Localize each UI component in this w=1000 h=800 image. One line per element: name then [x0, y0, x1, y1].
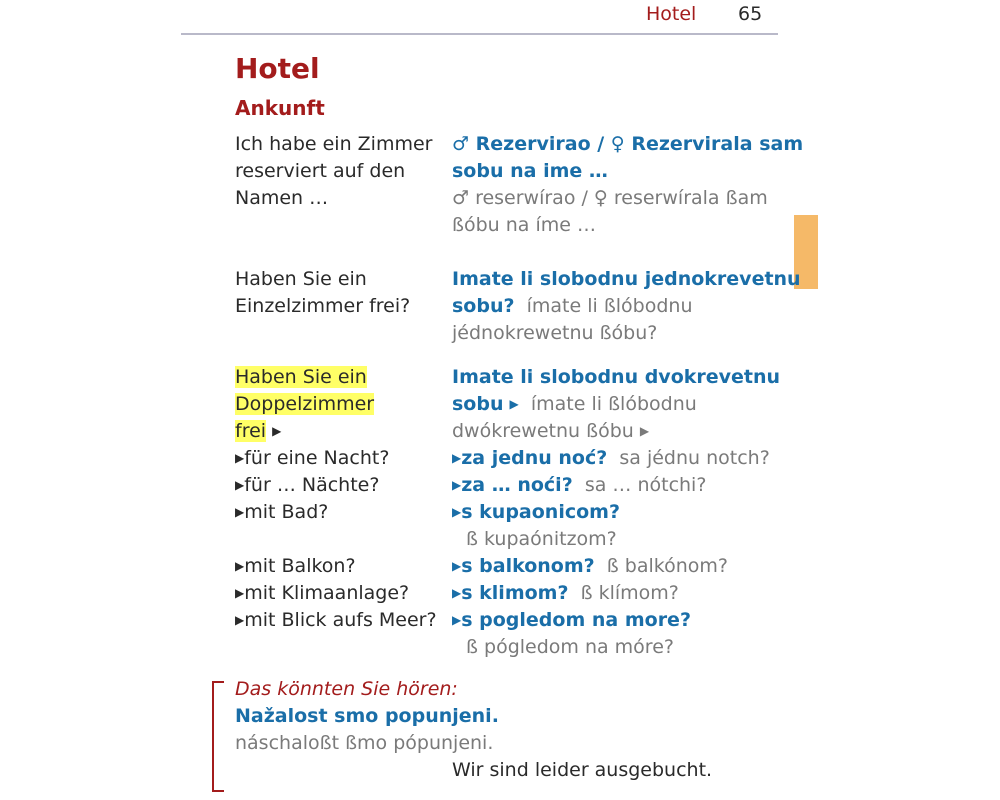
hear-pronunciation: náschaloßt ßmo pópunjeni. — [235, 732, 494, 754]
triangle-right-icon: ▶ — [235, 478, 245, 492]
hear-label: Das könnten Sie hören: — [235, 678, 458, 700]
page-number: 65 — [738, 3, 763, 25]
entry-de — [235, 364, 374, 445]
triangle-right-icon: ▶ — [452, 559, 462, 573]
option-de: ▶für … Nächte? — [235, 474, 380, 496]
entry-hr: Imate li slobodnu dvokrevetnu sobu ▶ ímate li ßlóbodnu dwókrewetnu ßóbu ▶ — [452, 366, 781, 442]
option-de: ▶mit Bad? — [235, 501, 329, 523]
entry-de: Haben Sie ein Einzelzimmer frei? — [235, 268, 411, 317]
entry-hr: ♂ Rezervirao / ♀ Rezervirala sam sobu na ime … ♂ reserwírao / ♀ reserwírala ßam ßóbu na íme … — [452, 131, 803, 239]
triangle-right-icon: ▶ — [235, 613, 245, 627]
triangle-right-icon: ▶ — [452, 451, 462, 465]
option-hr: ▶s klimom? ß klímom? — [452, 582, 679, 604]
option-hr: ▶s balkonom? ß balkónom? — [452, 555, 728, 577]
option-hr: ▶za … noći? sa … nótchi? — [452, 474, 707, 496]
section-subtitle: Ankunft — [235, 96, 325, 120]
option-hr: ▶s pogledom na more? ß pógledom na móre? — [452, 609, 691, 658]
page-title: Hotel — [235, 52, 320, 85]
pronunciation: ßóbu na íme … — [452, 214, 596, 236]
triangle-right-icon: ▶ — [452, 613, 462, 627]
bracket — [212, 681, 224, 792]
triangle-right-icon: ▶ — [235, 559, 245, 573]
option-hr: ▶za jednu noć? sa jédnu notch? — [452, 447, 770, 469]
option-de: ▶für eine Nacht? — [235, 447, 390, 469]
entry-de: Ich habe ein Zimmer reserviert auf den Namen … — [235, 133, 433, 209]
header-rule — [181, 33, 778, 35]
triangle-right-icon: ▶ — [452, 505, 462, 519]
triangle-right-icon: ▶ — [509, 397, 519, 411]
option-de: ▶mit Balkon? — [235, 555, 356, 577]
highlight: Haben Sie ein — [235, 366, 367, 388]
option-de: ▶mit Klimaanlage? — [235, 582, 410, 604]
triangle-right-icon: ▶ — [639, 424, 650, 438]
pronunciation: ♂ reserwírao / ♀ reserwírala ßam — [452, 187, 768, 209]
entry-hr: Imate li slobodnu jednokrevetnu sobu? ímate li ßlóbodnu jédnokrewetnu ßóbu? — [452, 268, 801, 344]
option-hr: ▶s kupaonicom? ß kupaónitzom? — [452, 501, 620, 550]
highlight: Doppelzimmer — [235, 393, 375, 415]
triangle-right-icon: ▶ — [235, 586, 245, 600]
hear-croatian: Nažalost smo popunjeni. — [235, 705, 499, 727]
triangle-right-icon: ▶ — [235, 451, 245, 465]
triangle-right-icon: ▶ — [235, 505, 245, 519]
option-de: ▶mit Blick aufs Meer? — [235, 609, 437, 631]
triangle-right-icon: ▶ — [452, 478, 462, 492]
triangle-right-icon: ▶ — [452, 586, 462, 600]
hear-german: Wir sind leider ausgebucht. — [452, 759, 713, 781]
header-section: Hotel — [646, 3, 697, 25]
triangle-right-icon: ▶ — [272, 424, 282, 438]
highlight: frei — [235, 420, 267, 442]
